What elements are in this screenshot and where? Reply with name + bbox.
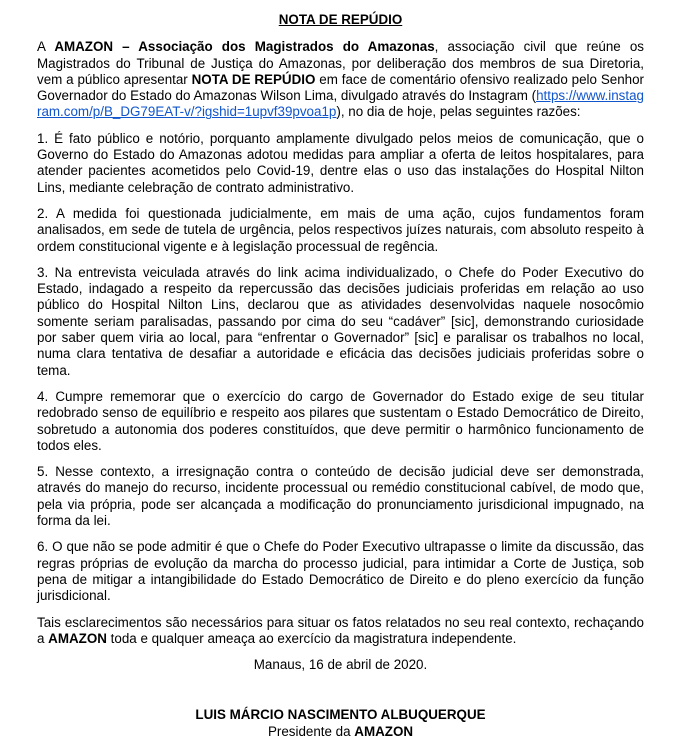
closing-prefix: Tais esclarecimentos são necessários para situar os fatos relatados no seu real contexto, rechaçando a: [37, 614, 644, 646]
closing-suffix: toda e qualquer ameaça ao exercício da magistratura independente.: [106, 630, 517, 646]
intro-mid2: em face de comentário ofensivo realizado pelo Senhor Governador do Estado do Amazonas Wilson Lima, divulgado através do Instagram (: [37, 71, 645, 104]
signature-name: LUIS MÁRCIO NASCIMENTO ALBUQUERQUE: [195, 707, 486, 723]
signature-role: [37, 724, 644, 740]
intro-mid1: , associação civil que reúne os Magistrados do Tribunal de Justiça do Amazonas, por deliberação dos membros de sua Diretoria, vem a público apresentar: [37, 39, 644, 87]
intro-prefix: A: [37, 39, 55, 55]
paragraph-item-1: 1. É fato público e notório, porquanto amplamente divulgado pelos meios de comunicação, que o Governo do Estado do Amazonas adotou medidas para ampliar a oferta de leitos hospitalares, para atender pacientes acometidos pelo Covid-19, dentre elas o uso das instalações do Hospital Nilton Lins, mediante celebração de contrato administrativo.: [37, 130, 644, 195]
nota-de-repudio-bold: NOTA DE REPÚDIO: [191, 71, 316, 87]
document-title: NOTA DE REPÚDIO: [278, 12, 403, 27]
paragraph-item-3: 3. Na entrevista veiculada através do link acima individualizado, o Chefe do Poder Executivo do Estado, indagado a respeito da repercussão das decisões judiciais proferidas em relação ao uso público do Hospital Nilton Lins, declarou que as atividades desenvolvidas naquele nosocômio somente seriam paralisadas, passando por cima do seu “cadáver” [sic], demonstrando curiosidade por saber quem viria ao local, para “enfrentar o Governador” [sic] e paralisar os trabalhos no local, numa clara tentativa de desafiar a autoridade e eficácia das decisões judiciais proferidas sobre o tema.: [37, 264, 644, 378]
closing-org-bold: AMAZON: [48, 630, 107, 646]
signature-org-bold: AMAZON: [354, 723, 414, 739]
paragraph-item-2: 2. A medida foi questionada judicialmente, em mais de uma ação, cujos fundamentos foram analisados, em sede de tutela de urgência, pelos respectivos juízes naturais, com absoluto respeito à ordem constitucional vigente e à legislação processual de regência.: [37, 205, 644, 254]
intro-suffix: ), no dia de hoje, pelas seguintes razões:: [336, 104, 581, 120]
signature-role-prefix: Presidente da: [267, 723, 355, 739]
intro-paragraph: [37, 39, 644, 120]
paragraph-item-4: 4. Cumpre rememorar que o exercício do cargo de Governador do Estado exige de seu titular redobrado senso de equilíbrio e respeito aos pilares que sustentam o Estado Democrático de Direito, sobretudo a autonomia dos poderes constituídos, que deve permitir o harmônico funcionamento de todos eles.: [37, 388, 644, 453]
instagram-link[interactable]: https://www.instagram.com/p/B_DG79EAT-v/?igshid=1upvf39pvoa1p: [37, 88, 644, 120]
org-name-bold: AMAZON – Associação dos Magistrados do Amazonas: [54, 39, 435, 55]
dateline: Manaus, 16 de abril de 2020.: [253, 657, 428, 673]
paragraph-item-5: 5. Nesse contexto, a irresignação contra o conteúdo de decisão judicial deve ser demonstrada, através do manejo do recurso, incidente processual ou remédio constitucional cabível, de modo que, pela via própria, pode ser alcançada a modificação do pronunciamento jurisdicional impugnado, na forma da lei.: [37, 464, 644, 529]
closing-paragraph: [37, 615, 644, 648]
paragraph-item-6: 6. O que não se pode admitir é que o Chefe do Poder Executivo ultrapasse o limite da discussão, das regras próprias de evolução da marcha do processo judicial, para intimidar a Corte de Justiça, sob pena de mitigar a intangibilidade do Estado Democrático de Direito e do pleno exercício da função jurisdicional.: [37, 539, 644, 604]
